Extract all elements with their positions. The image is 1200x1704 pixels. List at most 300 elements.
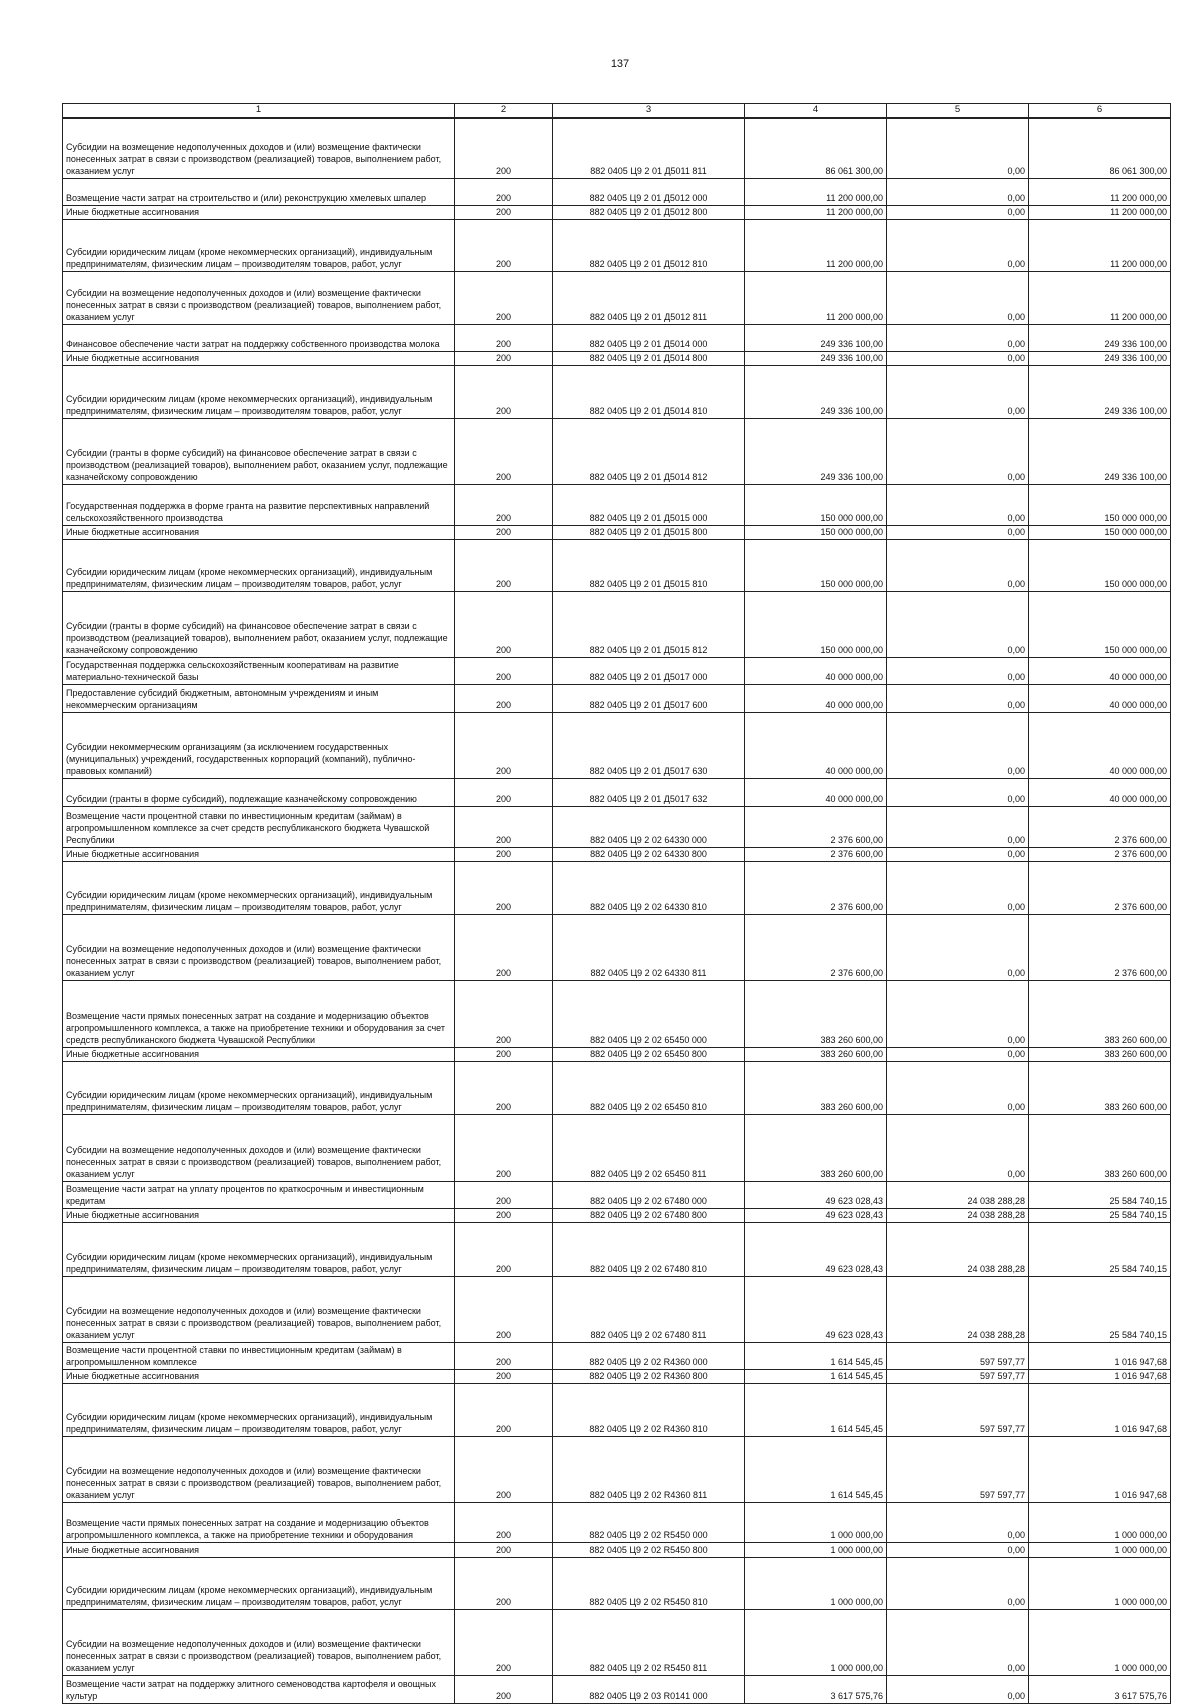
row-value-6: 249 336 100,00 [1029,324,1171,351]
row-code: 882 0405 Ц9 2 01 Д5017 000 [553,657,745,684]
table-row [63,271,1171,324]
row-code: 882 0405 Ц9 2 01 Д5014 000 [553,324,745,351]
row-value-5: 597 597,77 [887,1383,1029,1436]
row-gr: 200 [455,1383,553,1436]
row-name-text: Субсидии юридическим лицам (кроме некоммерческих организаций), индивидуальным предпринимателям, физическим лицам – производителям товаров, работ, услуг [66,246,433,269]
row-name-text: Субсидии (гранты в форме субсидий) на финансовое обеспечение затрат в связи с производством (реализацией товаров), выполнением работ, оказанием услуг, подлежащие казначейскому сопровождению [66,447,448,482]
row-name [63,1609,455,1675]
row-name [63,806,455,847]
row-name [63,712,455,778]
row-code: 882 0405 Ц9 2 01 Д5014 800 [553,351,745,365]
row-value-4: 1 000 000,00 [745,1609,887,1675]
row-gr: 200 [455,1208,553,1222]
row-value-6: 2 376 600,00 [1029,847,1171,861]
row-value-4: 40 000 000,00 [745,778,887,806]
page-number: 137 [610,58,630,70]
row-name [63,271,455,324]
row-value-6: 1 016 947,68 [1029,1436,1171,1502]
row-value-5: 0,00 [887,484,1029,525]
row-code: 882 0405 Ц9 2 01 Д5012 800 [553,205,745,219]
row-code: 882 0405 Ц9 2 03 R0141 000 [553,1675,745,1703]
row-value-6: 150 000 000,00 [1029,484,1171,525]
row-value-4: 86 061 300,00 [745,118,887,178]
header-col-4: 4 [745,104,887,119]
row-value-5: 0,00 [887,980,1029,1047]
row-name-text: Субсидии юридическим лицам (кроме некоммерческих организаций), индивидуальным предпринимателям, физическим лицам – производителям товаров, работ, услуг [66,1251,433,1274]
row-code: 882 0405 Ц9 2 02 64330 811 [553,914,745,980]
row-value-4: 249 336 100,00 [745,324,887,351]
row-value-4: 11 200 000,00 [745,271,887,324]
row-value-4: 2 376 600,00 [745,806,887,847]
row-gr: 200 [455,1342,553,1369]
table-row [63,657,1171,684]
row-gr: 200 [455,205,553,219]
row-code: 882 0405 Ц9 2 01 Д5015 812 [553,591,745,657]
row-value-6: 2 376 600,00 [1029,914,1171,980]
row-code: 882 0405 Ц9 2 01 Д5017 600 [553,684,745,712]
row-code: 882 0405 Ц9 2 02 67480 810 [553,1222,745,1276]
row-code: 882 0405 Ц9 2 02 64330 000 [553,806,745,847]
row-gr: 200 [455,1047,553,1061]
row-code: 882 0405 Ц9 2 02 R4360 800 [553,1369,745,1383]
row-value-6: 383 260 600,00 [1029,980,1171,1047]
row-name [63,205,455,219]
row-name-text: Предоставление субсидий бюджетным, автономным учреждениям и иным некоммерческим организациям [66,687,379,710]
row-name-text: Иные бюджетные ассигнования [66,848,200,859]
table-row [63,324,1171,351]
row-name-text: Субсидии юридическим лицам (кроме некоммерческих организаций), индивидуальным предпринимателям, физическим лицам – производителям товаров, работ, услуг [66,393,433,416]
row-value-4: 40 000 000,00 [745,712,887,778]
row-name [63,1436,455,1502]
row-name-text: Возмещение части затрат на поддержку элитного семеноводства картофеля и овощных культур [66,1678,436,1701]
row-gr: 200 [455,806,553,847]
row-name [63,351,455,365]
row-value-4: 11 200 000,00 [745,178,887,205]
row-value-6: 86 061 300,00 [1029,118,1171,178]
row-code: 882 0405 Ц9 2 01 Д5012 811 [553,271,745,324]
row-value-5: 0,00 [887,351,1029,365]
row-value-4: 40 000 000,00 [745,684,887,712]
row-value-5: 0,00 [887,205,1029,219]
row-name [63,778,455,806]
table-row [63,539,1171,591]
row-gr: 200 [455,178,553,205]
table-row [63,1675,1171,1703]
row-code: 882 0405 Ц9 2 01 Д5015 810 [553,539,745,591]
row-gr: 200 [455,351,553,365]
table-row [63,1208,1171,1222]
row-name-text: Иные бюджетные ассигнования [66,352,200,363]
row-value-6: 1 000 000,00 [1029,1557,1171,1609]
row-name [63,219,455,271]
table-row [63,1369,1171,1383]
row-name-text: Иные бюджетные ассигнования [66,526,200,537]
table-row [63,484,1171,525]
row-name-text: Финансовое обеспечение части затрат на поддержку собственного производства молока [66,338,440,349]
row-name-text: Возмещение части затрат на строительство и (или) реконструкцию хмелевых шпалер [66,192,426,203]
row-gr: 200 [455,1502,553,1542]
row-value-6: 1 016 947,68 [1029,1369,1171,1383]
row-gr: 200 [455,1222,553,1276]
row-code: 882 0405 Ц9 2 01 Д5014 812 [553,418,745,484]
row-value-4: 249 336 100,00 [745,351,887,365]
table-row [63,365,1171,418]
row-gr: 200 [455,418,553,484]
table-row [63,591,1171,657]
row-value-5: 0,00 [887,914,1029,980]
row-code: 882 0405 Ц9 2 01 Д5017 630 [553,712,745,778]
row-value-4: 49 623 028,43 [745,1222,887,1276]
row-value-4: 1 614 545,45 [745,1383,887,1436]
header-col-2: 2 [455,104,553,119]
row-name [63,1502,455,1542]
row-code: 882 0405 Ц9 2 02 67480 800 [553,1208,745,1222]
row-value-5: 597 597,77 [887,1369,1029,1383]
table-row [63,914,1171,980]
row-value-6: 11 200 000,00 [1029,271,1171,324]
row-value-6: 25 584 740,15 [1029,1208,1171,1222]
row-code: 882 0405 Ц9 2 01 Д5015 800 [553,525,745,539]
row-value-4: 249 336 100,00 [745,418,887,484]
table-row [63,778,1171,806]
row-value-4: 150 000 000,00 [745,484,887,525]
row-value-4: 1 000 000,00 [745,1542,887,1557]
row-code: 882 0405 Ц9 2 01 Д5015 000 [553,484,745,525]
row-value-4: 383 260 600,00 [745,1047,887,1061]
row-name-text: Возмещение части процентной ставки по инвестиционным кредитам (займам) в агропромышленном комплексе [66,1344,402,1367]
row-value-5: 0,00 [887,271,1029,324]
row-name-text: Субсидии на возмещение недополученных доходов и (или) возмещение фактически понесенных затрат в связи с производством (реализацией) товаров, выполнением работ, оказанием услуг [66,1144,442,1179]
table-row [63,1609,1171,1675]
row-value-6: 383 260 600,00 [1029,1114,1171,1181]
table-row [63,418,1171,484]
row-name-text: Субсидии (гранты в форме субсидий), подлежащие казначейскому сопровождению [66,793,417,804]
row-name [63,1342,455,1369]
row-value-5: 0,00 [887,178,1029,205]
table-row [63,219,1171,271]
row-value-4: 49 623 028,43 [745,1276,887,1342]
row-name [63,178,455,205]
row-value-6: 383 260 600,00 [1029,1047,1171,1061]
row-name-text: Иные бюджетные ассигнования [66,1370,200,1381]
row-name [63,1114,455,1181]
row-name-text: Субсидии на возмещение недополученных доходов и (или) возмещение фактически понесенных затрат в связи с производством (реализацией) товаров, выполнением работ, оказанием услуг [66,1638,442,1673]
row-value-5: 0,00 [887,365,1029,418]
row-value-6: 2 376 600,00 [1029,861,1171,914]
row-name-text: Субсидии на возмещение недополученных доходов и (или) возмещение фактически понесенных затрат в связи с производством (реализацией) товаров, выполнением работ, оказанием услуг [66,1305,442,1340]
row-value-5: 24 038 288,28 [887,1276,1029,1342]
row-name-text: Субсидии некоммерческим организациям (за исключением государственных (муниципальных) учреждений, государственных корпораций (компаний), публично-правовых компаний) [66,741,416,776]
row-name [63,591,455,657]
row-name-text: Субсидии на возмещение недополученных доходов и (или) возмещение фактически понесенных затрат в связи с производством (реализацией) товаров, выполнением работ, оказанием услуг [66,141,442,176]
row-name-text: Иные бюджетные ассигнования [66,1048,200,1059]
row-value-4: 1 614 545,45 [745,1369,887,1383]
row-value-5: 0,00 [887,657,1029,684]
row-gr: 200 [455,1675,553,1703]
row-value-5: 24 038 288,28 [887,1208,1029,1222]
row-code: 882 0405 Ц9 2 02 65450 000 [553,980,745,1047]
row-code: 882 0405 Ц9 2 01 Д5014 810 [553,365,745,418]
row-value-6: 249 336 100,00 [1029,365,1171,418]
row-value-6: 40 000 000,00 [1029,684,1171,712]
row-name [63,861,455,914]
header-col-3: 3 [553,104,745,119]
row-value-5: 0,00 [887,591,1029,657]
row-value-5: 0,00 [887,684,1029,712]
row-code: 882 0405 Ц9 2 01 Д5017 632 [553,778,745,806]
table-row [63,205,1171,219]
row-name [63,118,455,178]
table-row [63,1061,1171,1114]
table-row [63,1181,1171,1208]
row-value-5: 0,00 [887,1609,1029,1675]
row-value-5: 0,00 [887,1675,1029,1703]
row-value-5: 0,00 [887,219,1029,271]
row-value-6: 150 000 000,00 [1029,539,1171,591]
row-value-6: 2 376 600,00 [1029,806,1171,847]
row-value-5: 0,00 [887,712,1029,778]
row-code: 882 0405 Ц9 2 02 R5450 810 [553,1557,745,1609]
table-row [63,847,1171,861]
row-value-4: 11 200 000,00 [745,219,887,271]
row-name-text: Субсидии (гранты в форме субсидий) на финансовое обеспечение затрат в связи с производством (реализацией товаров), выполнением работ, оказанием услуг, подлежащие казначейскому сопровождению [66,620,448,655]
row-value-6: 383 260 600,00 [1029,1061,1171,1114]
row-gr: 200 [455,271,553,324]
row-code: 882 0405 Ц9 2 02 67480 811 [553,1276,745,1342]
row-value-4: 1 614 545,45 [745,1342,887,1369]
table-row [63,525,1171,539]
row-name-text: Возмещение части процентной ставки по инвестиционным кредитам (займам) в агропромышленном комплексе за счет средств республиканского бюджета Чувашской Республики [66,810,430,845]
row-gr: 200 [455,861,553,914]
row-value-5: 0,00 [887,539,1029,591]
row-name-text: Субсидии юридическим лицам (кроме некоммерческих организаций), индивидуальным предпринимателям, физическим лицам – производителям товаров, работ, услуг [66,566,433,589]
row-value-4: 49 623 028,43 [745,1208,887,1222]
row-name [63,1222,455,1276]
row-value-5: 24 038 288,28 [887,1181,1029,1208]
row-value-4: 11 200 000,00 [745,205,887,219]
row-value-6: 25 584 740,15 [1029,1181,1171,1208]
row-code: 882 0405 Ц9 2 02 65450 811 [553,1114,745,1181]
row-gr: 200 [455,324,553,351]
row-value-4: 150 000 000,00 [745,525,887,539]
row-name [63,484,455,525]
row-gr: 200 [455,1609,553,1675]
row-value-6: 150 000 000,00 [1029,525,1171,539]
row-name-text: Государственная поддержка в форме гранта на развитие перспективных направлений сельскохозяйственного производства [66,500,430,523]
row-value-6: 150 000 000,00 [1029,591,1171,657]
row-gr: 200 [455,914,553,980]
row-name [63,1276,455,1342]
row-gr: 200 [455,980,553,1047]
row-name [63,1047,455,1061]
row-gr: 200 [455,365,553,418]
row-gr: 200 [455,484,553,525]
row-value-5: 0,00 [887,861,1029,914]
row-gr: 200 [455,539,553,591]
row-value-6: 249 336 100,00 [1029,351,1171,365]
row-value-4: 49 623 028,43 [745,1181,887,1208]
table-row [63,1342,1171,1369]
row-name-text: Субсидии юридическим лицам (кроме некоммерческих организаций), индивидуальным предпринимателям, физическим лицам – производителям товаров, работ, услуг [66,1584,433,1607]
row-name [63,418,455,484]
row-value-5: 0,00 [887,418,1029,484]
row-name [63,684,455,712]
row-name [63,365,455,418]
row-name [63,539,455,591]
row-code: 882 0405 Ц9 2 02 R4360 810 [553,1383,745,1436]
table-row [63,1222,1171,1276]
row-gr: 200 [455,657,553,684]
row-gr: 200 [455,1181,553,1208]
row-name-text: Возмещение части прямых понесенных затрат на создание и модернизацию объектов агропромышленного комплекса, а также на приобретение техники и оборудования [66,1517,429,1540]
row-value-5: 0,00 [887,806,1029,847]
row-value-6: 1 016 947,68 [1029,1383,1171,1436]
row-name-text: Иные бюджетные ассигнования [66,1544,200,1555]
row-name-text: Субсидии на возмещение недополученных доходов и (или) возмещение фактически понесенных затрат в связи с производством (реализацией) товаров, выполнением работ, оказанием услуг [66,287,442,322]
row-name-text: Субсидии юридическим лицам (кроме некоммерческих организаций), индивидуальным предпринимателям, физическим лицам – производителям товаров, работ, услуг [66,1411,433,1434]
table-row [63,351,1171,365]
row-code: 882 0405 Ц9 2 02 R4360 811 [553,1436,745,1502]
table-row [63,1276,1171,1342]
row-name [63,1061,455,1114]
table-row [63,1557,1171,1609]
row-value-5: 0,00 [887,1542,1029,1557]
row-name-text: Возмещение части затрат на уплату процентов по краткосрочным и инвестиционным кредитам [66,1183,424,1206]
row-code: 882 0405 Ц9 2 02 R5450 800 [553,1542,745,1557]
row-gr: 200 [455,1436,553,1502]
row-gr: 200 [455,684,553,712]
row-name [63,847,455,861]
row-value-6: 40 000 000,00 [1029,778,1171,806]
table-row [63,861,1171,914]
row-value-4: 150 000 000,00 [745,539,887,591]
row-value-4: 383 260 600,00 [745,1061,887,1114]
row-name-text: Возмещение части прямых понесенных затрат на создание и модернизацию объектов агропромышленного комплекса, а также на приобретение техники и оборудования за счет средств республиканского бюджета Чувашской Республики [66,1010,445,1045]
row-value-6: 3 617 575,76 [1029,1675,1171,1703]
row-name [63,1181,455,1208]
row-code: 882 0405 Ц9 2 02 64330 810 [553,861,745,914]
row-gr: 200 [455,1557,553,1609]
row-value-5: 0,00 [887,1061,1029,1114]
row-name [63,324,455,351]
row-name [63,1208,455,1222]
table-header-row [63,104,1171,119]
row-name [63,1369,455,1383]
row-name-text: Иные бюджетные ассигнования [66,206,200,217]
row-gr: 200 [455,1369,553,1383]
row-value-4: 1 000 000,00 [745,1502,887,1542]
row-name [63,1383,455,1436]
row-gr: 200 [455,219,553,271]
row-value-4: 1 000 000,00 [745,1557,887,1609]
row-value-4: 383 260 600,00 [745,1114,887,1181]
table-row [63,118,1171,178]
row-value-6: 25 584 740,15 [1029,1276,1171,1342]
row-value-6: 1 000 000,00 [1029,1542,1171,1557]
header-col-5: 5 [887,104,1029,119]
row-value-6: 1 016 947,68 [1029,1342,1171,1369]
row-value-5: 0,00 [887,847,1029,861]
table-row [63,684,1171,712]
row-gr: 200 [455,1276,553,1342]
row-code: 882 0405 Ц9 2 02 R5450 000 [553,1502,745,1542]
row-value-6: 40 000 000,00 [1029,657,1171,684]
row-value-5: 0,00 [887,1114,1029,1181]
row-value-4: 40 000 000,00 [745,657,887,684]
row-value-4: 249 336 100,00 [745,365,887,418]
row-value-4: 2 376 600,00 [745,861,887,914]
row-value-4: 2 376 600,00 [745,914,887,980]
row-value-5: 0,00 [887,324,1029,351]
budget-table [62,103,1171,1704]
table-row [63,1114,1171,1181]
row-value-5: 0,00 [887,1557,1029,1609]
row-name-text: Субсидии юридическим лицам (кроме некоммерческих организаций), индивидуальным предпринимателям, физическим лицам – производителям товаров, работ, услуг [66,1089,433,1112]
row-code: 882 0405 Ц9 2 01 Д5012 810 [553,219,745,271]
row-gr: 200 [455,1061,553,1114]
row-name [63,525,455,539]
row-value-4: 150 000 000,00 [745,591,887,657]
row-gr: 200 [455,778,553,806]
row-value-6: 11 200 000,00 [1029,205,1171,219]
row-value-5: 597 597,77 [887,1436,1029,1502]
table-row [63,1436,1171,1502]
table-row [63,1542,1171,1557]
row-gr: 200 [455,118,553,178]
row-value-6: 11 200 000,00 [1029,178,1171,205]
table-row [63,712,1171,778]
table-row [63,1047,1171,1061]
row-value-4: 3 617 575,76 [745,1675,887,1703]
row-value-4: 1 614 545,45 [745,1436,887,1502]
row-name [63,980,455,1047]
row-name [63,914,455,980]
row-gr: 200 [455,1114,553,1181]
row-value-6: 1 000 000,00 [1029,1502,1171,1542]
row-code: 882 0405 Ц9 2 02 R5450 811 [553,1609,745,1675]
row-value-6: 249 336 100,00 [1029,418,1171,484]
table-row [63,1502,1171,1542]
row-gr: 200 [455,525,553,539]
row-value-4: 2 376 600,00 [745,847,887,861]
row-code: 882 0405 Ц9 2 02 64330 800 [553,847,745,861]
row-code: 882 0405 Ц9 2 02 65450 810 [553,1061,745,1114]
row-value-5: 0,00 [887,778,1029,806]
row-code: 882 0405 Ц9 2 01 Д5011 811 [553,118,745,178]
row-value-6: 11 200 000,00 [1029,219,1171,271]
row-name [63,1557,455,1609]
row-gr: 200 [455,712,553,778]
row-name [63,1542,455,1557]
row-name [63,657,455,684]
row-name-text: Государственная поддержка сельскохозяйственным кооперативам на развитие материально-технической базы [66,659,399,682]
row-value-6: 1 000 000,00 [1029,1609,1171,1675]
table-row [63,806,1171,847]
row-gr: 200 [455,847,553,861]
header-col-1: 1 [63,104,455,119]
row-name-text: Иные бюджетные ассигнования [66,1209,200,1220]
row-value-5: 0,00 [887,525,1029,539]
row-name [63,1675,455,1703]
table-row [63,178,1171,205]
header-col-6: 6 [1029,104,1171,119]
row-value-6: 40 000 000,00 [1029,712,1171,778]
row-gr: 200 [455,591,553,657]
row-name-text: Субсидии на возмещение недополученных доходов и (или) возмещение фактически понесенных затрат в связи с производством (реализацией) товаров, выполнением работ, оказанием услуг [66,1465,442,1500]
row-gr: 200 [455,1542,553,1557]
row-value-5: 0,00 [887,1047,1029,1061]
row-name-text: Субсидии юридическим лицам (кроме некоммерческих организаций), индивидуальным предпринимателям, физическим лицам – производителям товаров, работ, услуг [66,889,433,912]
